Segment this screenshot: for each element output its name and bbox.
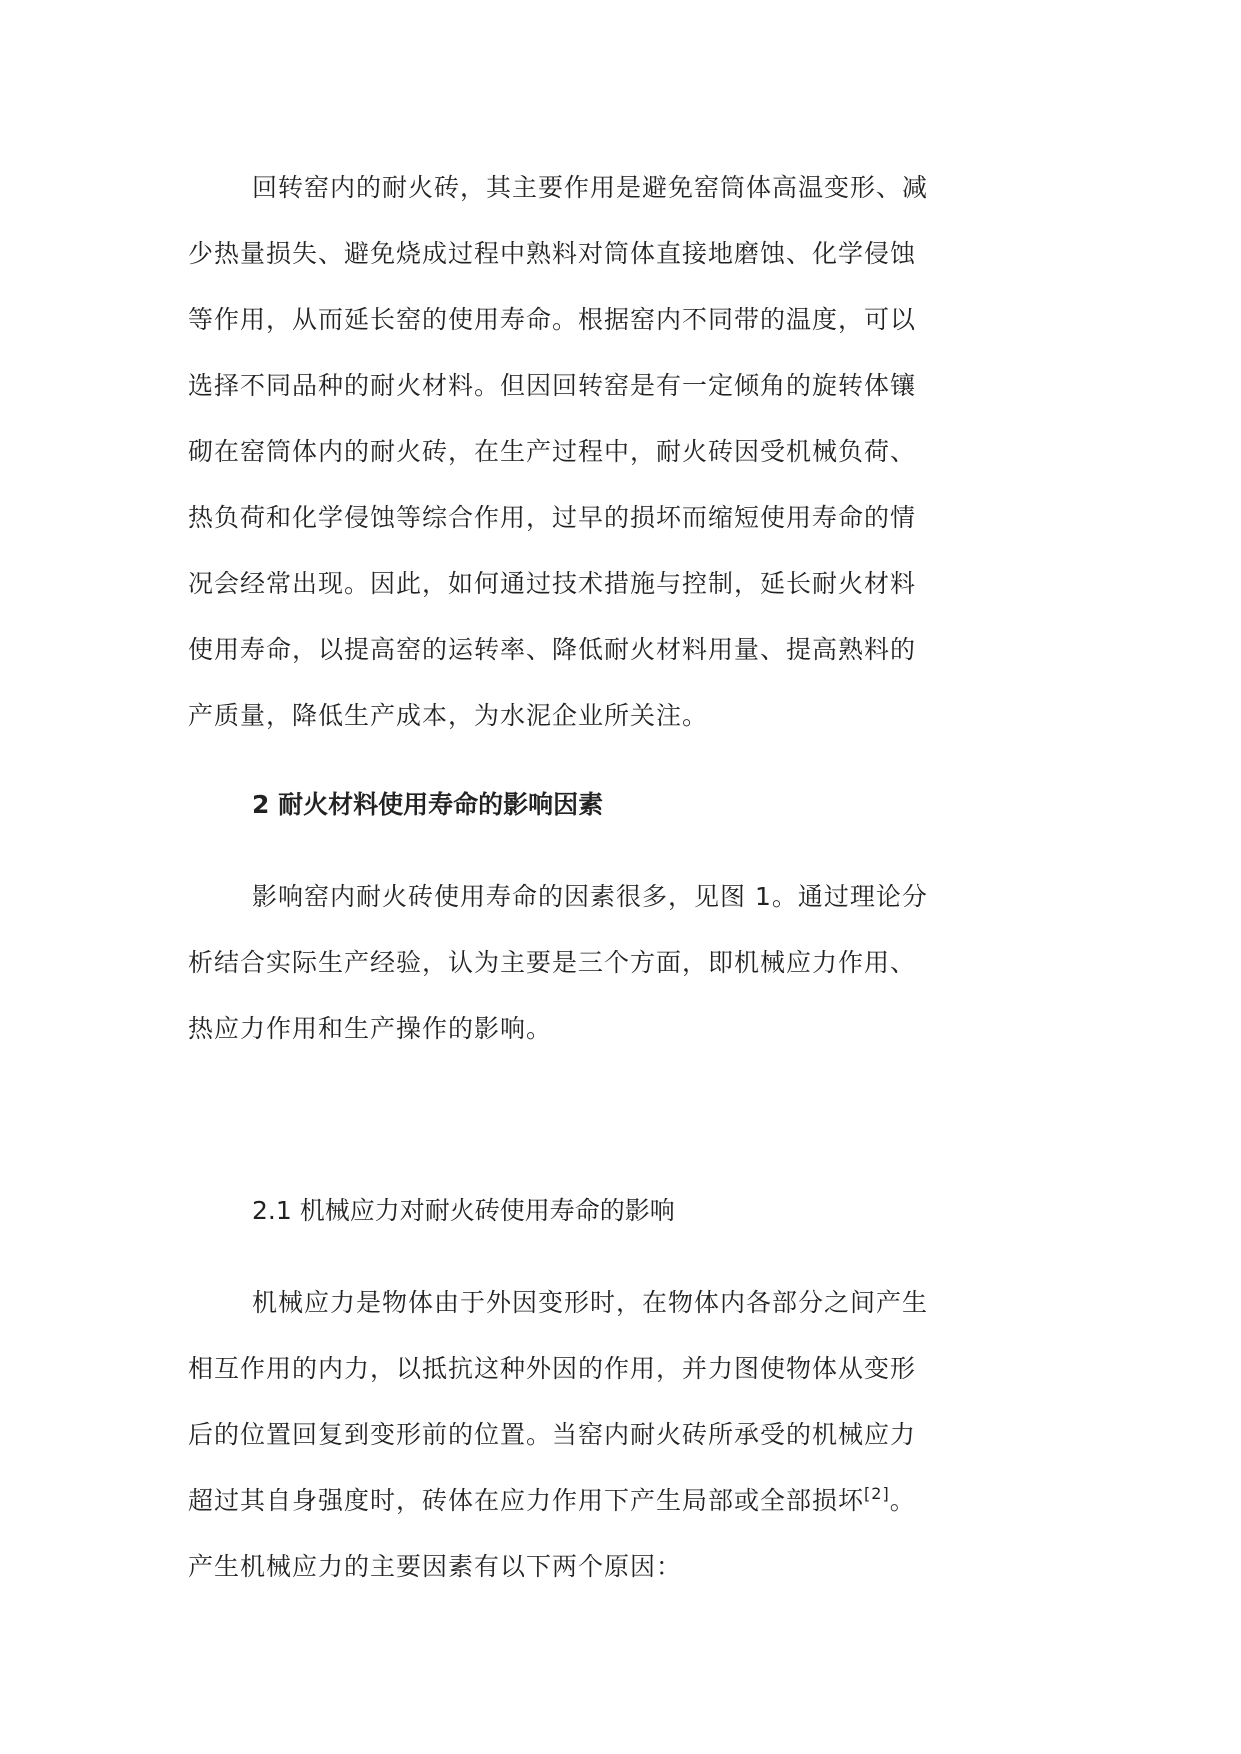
paragraph-line: 砌在窑筒体内的耐火砖，在生产过程中，耐火砖因受机械负荷、 — [188, 437, 917, 466]
paragraph-line: 选择不同品种的耐火材料。但因回转窑是有一定倾角的旋转体镶 — [188, 371, 917, 400]
paragraph-line: 产质量，降低生产成本，为水泥企业所关注。 — [188, 701, 709, 730]
paragraph-line: 机械应力是物体由于外因变形时，在物体内各部分之间产生 — [252, 1288, 929, 1317]
paragraph-line: 热负荷和化学侵蚀等综合作用，过早的损坏而缩短使用寿命的情 — [188, 503, 917, 532]
paragraph-line: 影响窑内耐火砖使用寿命的因素很多，见图 1。通过理论分 — [252, 882, 928, 911]
paragraph-line: 况会经常出现。因此，如何通过技术措施与控制，延长耐火材料 — [188, 569, 917, 598]
paragraph-line: 回转窑内的耐火砖，其主要作用是避免窑筒体高温变形、减 — [252, 173, 929, 202]
section-heading: 2 耐火材料使用寿命的影响因素 — [252, 790, 604, 819]
paragraph-line: 超过其自身强度时，砖体在应力作用下产生局部或全部损坏[2]。 — [188, 1468, 1060, 1534]
paragraph-mechanical-stress — [188, 1270, 1060, 1600]
paragraph-factors — [188, 864, 1060, 1062]
paragraph-line: 析结合实际生产经验，认为主要是三个方面，即机械应力作用、 — [188, 948, 917, 977]
line-text: 超过其自身强度时，砖体在应力作用下产生局部或全部损坏 — [188, 1486, 865, 1515]
paragraph-line: 产生机械应力的主要因素有以下两个原因： — [188, 1552, 683, 1581]
paragraph-line: 后的位置回复到变形前的位置。当窑内耐火砖所承受的机械应力 — [188, 1420, 917, 1449]
paragraph-intro — [188, 155, 1060, 749]
paragraph-line: 少热量损失、避免烧成过程中熟料对筒体直接地磨蚀、化学侵蚀 — [188, 239, 917, 268]
paragraph-line: 使用寿命，以提高窑的运转率、降低耐火材料用量、提高熟料的 — [188, 635, 917, 664]
paragraph-line: 热应力作用和生产操作的影响。 — [188, 1014, 553, 1043]
subsection-heading: 2.1 机械应力对耐火砖使用寿命的影响 — [252, 1196, 675, 1225]
paragraph-line: 等作用，从而延长窑的使用寿命。根据窑内不同带的温度，可以 — [188, 305, 917, 334]
line-end-punct: 。 — [889, 1486, 916, 1515]
paragraph-line: 相互作用的内力，以抵抗这种外因的作用，并力图使物体从变形 — [188, 1354, 917, 1383]
